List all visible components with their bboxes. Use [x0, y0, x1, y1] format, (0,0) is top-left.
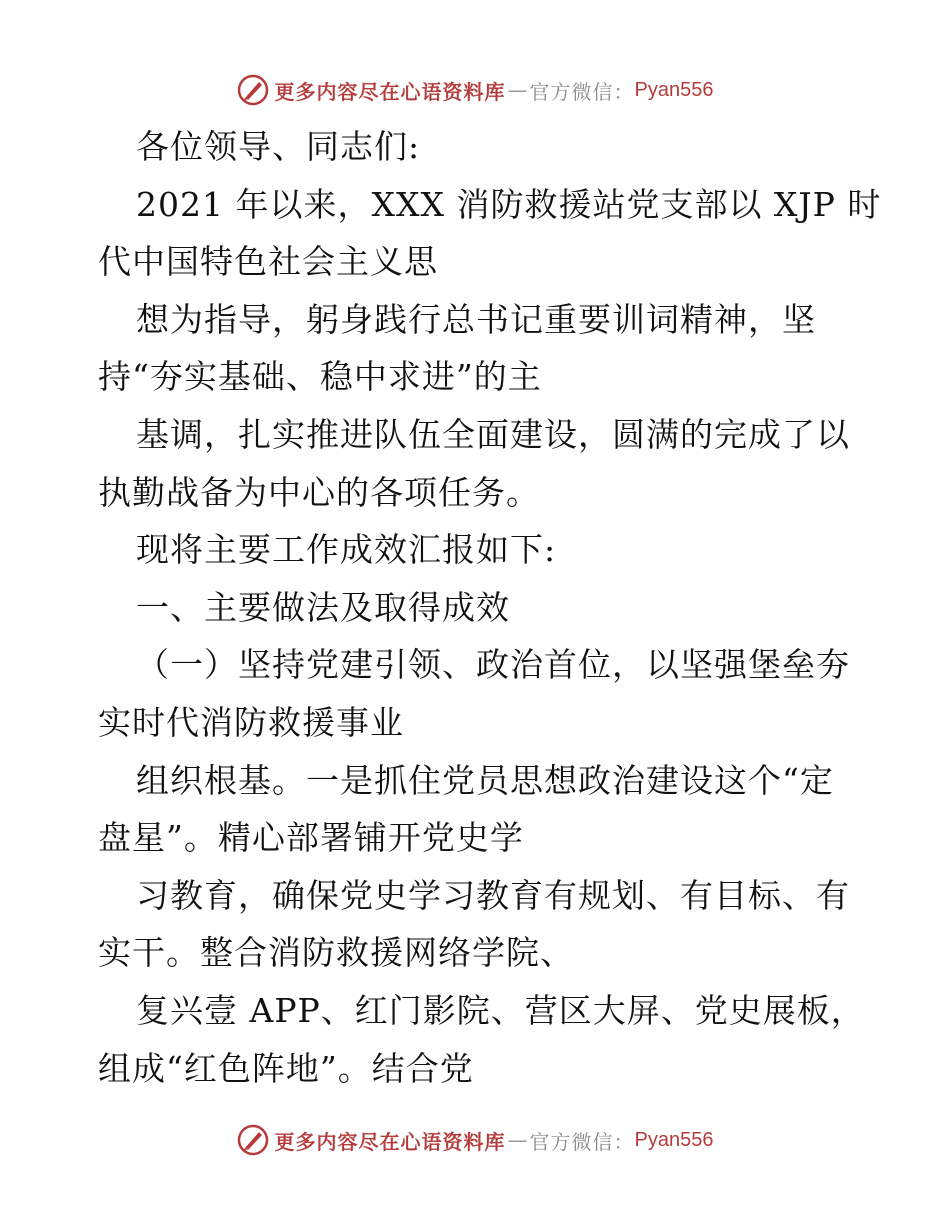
body-line: 实时代消防救援事业: [98, 702, 404, 742]
body-line: 基调，扎实推进队伍全面建设，圆满的完成了以: [136, 414, 850, 454]
section-heading: 一、主要做法及取得成效: [136, 587, 510, 627]
quill-pen-logo-icon: [237, 74, 269, 106]
body-line: 习教育，确保党史学习教育有规划、有目标、有: [136, 875, 850, 915]
body-line: 想为指导，躬身践行总书记重要训词精神，坚: [136, 299, 816, 339]
body-line: 2021 年以来，XXX 消防救援站党支部以 XJP 时: [136, 184, 882, 224]
body-line: 代中国特色社会主义思: [98, 242, 438, 282]
watermark-site-text: 更多内容尽在心语资料库: [274, 79, 506, 104]
body-line: 执勤战备为中心的各项任务。: [98, 472, 540, 512]
body-line: 组织根基。一是抓住党员思想政治建设这个“定: [136, 760, 834, 800]
body-line: 实干。整合消防救援网络学院、: [98, 933, 574, 973]
quill-pen-logo-icon: [237, 1124, 269, 1156]
body-line: 盘星”。精心部署铺开党史学: [98, 818, 524, 858]
watermark-dash: —: [507, 1128, 528, 1152]
watermark-handle: Pyan556: [634, 78, 714, 101]
footer-watermark: [0, 1120, 950, 1160]
watermark-wechat-label: 官方微信：: [529, 1129, 635, 1154]
watermark-handle: Pyan556: [634, 1128, 714, 1151]
watermark-dash: —: [507, 78, 528, 102]
document-body: [98, 118, 882, 1097]
subsection-heading: （一）坚持党建引领、政治首位，以坚强堡垒夯: [136, 645, 850, 685]
body-line: 组成“红色阵地”。结合党: [98, 1048, 474, 1088]
body-line: 持“夯实基础、稳中求进”的主: [98, 357, 542, 397]
watermark-wechat-label: 官方微信：: [529, 79, 635, 104]
body-line: 现将主要工作成效汇报如下:: [136, 530, 557, 570]
header-watermark: [0, 70, 950, 110]
watermark-site-text: 更多内容尽在心语资料库: [274, 1129, 506, 1154]
body-line: 复兴壹 APP、红门影院、营区大屏、党史展板，: [136, 990, 865, 1030]
body-line: 各位领导、同志们:: [136, 127, 421, 166]
